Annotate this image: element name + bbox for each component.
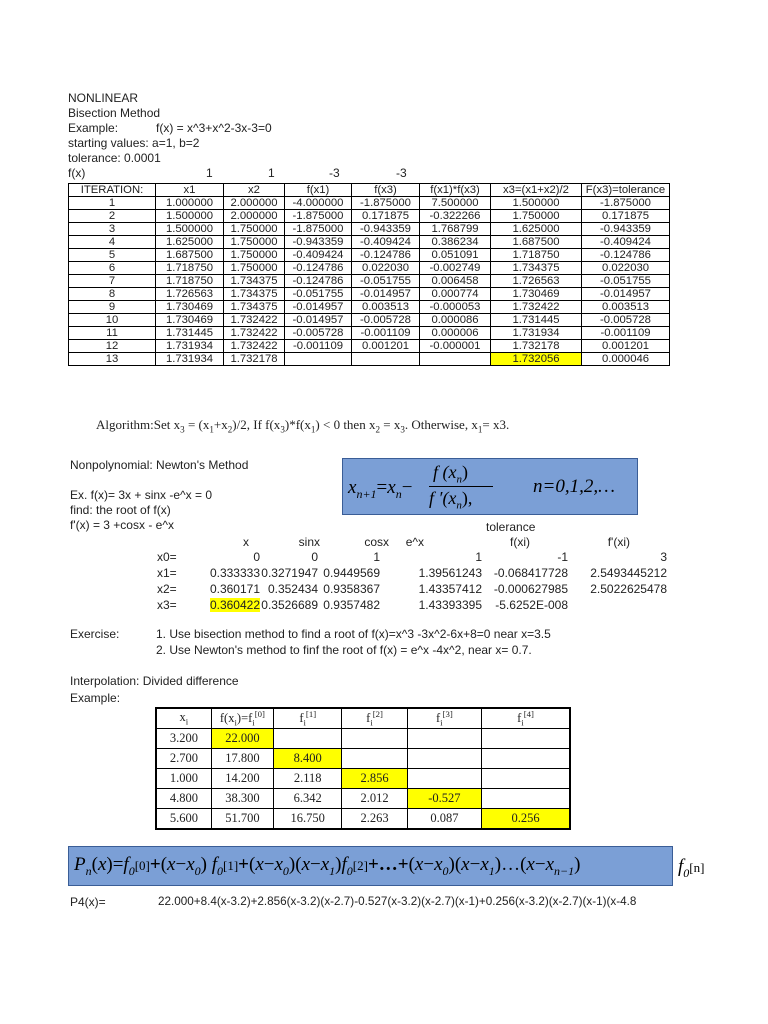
- table-cell: 1.732422: [224, 327, 285, 340]
- table-cell: 1.734375: [224, 301, 285, 314]
- heading-newton: Nonpolynomial: Newton's Method: [70, 458, 249, 472]
- table-cell: 1.750000: [224, 249, 285, 262]
- newton-cell: -0.000627985: [493, 582, 568, 596]
- newton-cell: 1.43393395: [418, 598, 482, 612]
- table-cell: -0.005728: [582, 314, 670, 327]
- newton-cell: 1: [475, 550, 482, 564]
- table-cell: 11: [69, 327, 156, 340]
- table-cell: 3: [69, 223, 156, 236]
- table-cell: 5.600: [156, 809, 211, 830]
- table-cell: 8.400: [274, 749, 342, 769]
- dd-header-f1: $f_i[1]$: [274, 708, 342, 729]
- table-cell: 0.000006: [420, 327, 491, 340]
- newton-cell: 3: [660, 550, 667, 564]
- newton-cell: 0: [253, 550, 260, 564]
- table-cell: [482, 769, 570, 789]
- table-cell: -4.000000: [285, 197, 352, 210]
- coef-label: f(x): [68, 166, 86, 180]
- table-cell: -0.527: [407, 789, 481, 809]
- table-cell: 1.731934: [491, 327, 582, 340]
- table-cell: [407, 749, 481, 769]
- exercise-item-1: 1. Use bisection method to find a root of f(x)=x^3 -3x^2-6x+8=0 near x=3.5: [156, 627, 551, 641]
- table-cell: f(x1)*f(x3): [420, 184, 491, 197]
- table-cell: 1.750000: [491, 210, 582, 223]
- bisection-header-row: [69, 184, 670, 197]
- table-cell: 5: [69, 249, 156, 262]
- newton-cell: 0.360422: [209, 598, 260, 612]
- table-cell: 1.000000: [156, 197, 224, 210]
- newton-row-label: x0=: [157, 550, 177, 564]
- table-cell: -1.875000: [352, 197, 420, 210]
- table-cell: 0.022030: [352, 262, 420, 275]
- table-cell: 8: [69, 288, 156, 301]
- table-cell: -0.124786: [352, 249, 420, 262]
- table-cell: -1.875000: [285, 210, 352, 223]
- table-cell: 9: [69, 301, 156, 314]
- table-cell: 1.625000: [491, 223, 582, 236]
- table-row: [156, 789, 570, 809]
- table-row: [69, 353, 670, 366]
- table-cell: 0.000774: [420, 288, 491, 301]
- newton-header: x: [243, 535, 249, 549]
- newton-row-label: x1=: [157, 566, 177, 580]
- table-cell: -0.051755: [582, 275, 670, 288]
- table-cell: -0.322266: [420, 210, 491, 223]
- table-cell: -1.875000: [285, 223, 352, 236]
- table-cell: [285, 353, 352, 366]
- table-row: [69, 197, 670, 210]
- newton-cell: 2.5022625478: [590, 582, 667, 596]
- table-row: [69, 223, 670, 236]
- table-row: [69, 288, 670, 301]
- newton-find: find: the root of f(x): [70, 503, 171, 517]
- table-cell: -0.943359: [352, 223, 420, 236]
- newton-row-label: x2=: [157, 582, 177, 596]
- newton-cell: -0.068417728: [493, 566, 568, 580]
- table-cell: -0.014957: [582, 288, 670, 301]
- newton-cell: 0.3526689: [261, 598, 318, 612]
- table-cell: [407, 769, 481, 789]
- table-cell: 1.732178: [491, 340, 582, 353]
- newton-formula-box: [342, 458, 638, 515]
- table-cell: 13: [69, 353, 156, 366]
- table-cell: [420, 353, 491, 366]
- table-cell: 2.118: [274, 769, 342, 789]
- table-cell: 0.022030: [582, 262, 670, 275]
- newton-cell: 0.9357482: [323, 598, 380, 612]
- table-cell: 51.700: [211, 809, 273, 830]
- dd-header-f4: $f_i[4]$: [482, 708, 570, 729]
- table-cell: 1.730469: [156, 314, 224, 327]
- table-cell: 2.000000: [224, 197, 285, 210]
- table-cell: -0.014957: [285, 314, 352, 327]
- table-cell: 1.718750: [156, 275, 224, 288]
- table-cell: 12: [69, 340, 156, 353]
- table-row: [69, 275, 670, 288]
- newton-header: e^x: [405, 535, 424, 549]
- coef-3: -3: [329, 166, 340, 180]
- newton-cell: 0.9358367: [323, 582, 380, 596]
- newton-header: sinx: [298, 535, 320, 549]
- table-cell: 0.171875: [352, 210, 420, 223]
- heading-nonlinear: NONLINEAR: [68, 91, 139, 105]
- table-cell: 3.200: [156, 729, 211, 749]
- table-cell: 1.500000: [156, 223, 224, 236]
- divided-difference-table: [155, 707, 571, 830]
- dd-header-f3: $f_i[3]$: [407, 708, 481, 729]
- table-cell: -0.409424: [582, 236, 670, 249]
- table-cell: -0.124786: [285, 262, 352, 275]
- table-cell: -0.014957: [285, 301, 352, 314]
- table-cell: -0.000001: [420, 340, 491, 353]
- table-cell: 1.726563: [491, 275, 582, 288]
- table-cell: -0.001109: [352, 327, 420, 340]
- newton-header: cosx: [364, 535, 389, 549]
- table-cell: 0.006458: [420, 275, 491, 288]
- table-row: [69, 340, 670, 353]
- example-label: Example:: [68, 121, 119, 135]
- newton-cell: 0.9449569: [323, 566, 380, 580]
- table-cell: 0.051091: [420, 249, 491, 262]
- table-row: [69, 301, 670, 314]
- starting-values: starting values: a=1, b=2: [68, 136, 200, 150]
- table-cell: 1.734375: [224, 275, 285, 288]
- newton-poly-tail: $f_0[n]$: [678, 856, 705, 880]
- newton-poly-formula-box: [68, 846, 673, 886]
- table-row: [156, 749, 570, 769]
- table-cell: 4.800: [156, 789, 211, 809]
- p4-expression: 22.000+8.4(x-3.2)+2.856(x-3.2)(x-2.7)-0.527(x-3.2)(x-2.7)(x-1)+0.256(x-3.2)(x-2.7)(x-1)(x-4.8: [158, 895, 637, 908]
- table-cell: 1.687500: [491, 236, 582, 249]
- fraction-bar: [429, 486, 493, 487]
- table-cell: x2: [224, 184, 285, 197]
- newton-cell: -5.6252E-008: [495, 598, 568, 612]
- table-row: [69, 249, 670, 262]
- table-cell: -0.051755: [285, 288, 352, 301]
- table-cell: 1.750000: [224, 236, 285, 249]
- newton-header: f'(xi): [607, 535, 630, 549]
- table-cell: 1.726563: [156, 288, 224, 301]
- table-cell: 0.001201: [352, 340, 420, 353]
- table-cell: 1.687500: [156, 249, 224, 262]
- table-cell: 1: [69, 197, 156, 210]
- table-cell: 2.000000: [224, 210, 285, 223]
- table-cell: 22.000: [211, 729, 273, 749]
- table-cell: 1.768799: [420, 223, 491, 236]
- table-cell: -0.051755: [352, 275, 420, 288]
- table-cell: 1.732178: [224, 353, 285, 366]
- table-row: [69, 262, 670, 275]
- newton-tolerance-label: tolerance: [486, 520, 536, 534]
- table-cell: -0.000053: [420, 301, 491, 314]
- table-cell: -0.124786: [582, 249, 670, 262]
- table-cell: -0.124786: [285, 275, 352, 288]
- dd-header-fxi: $f(x_i)=f_i[0]$: [211, 708, 273, 729]
- table-cell: 6: [69, 262, 156, 275]
- table-cell: 1.718750: [156, 262, 224, 275]
- table-cell: 0.000046: [582, 353, 670, 366]
- table-cell: 0.000086: [420, 314, 491, 327]
- heading-bisection: Bisection Method: [68, 106, 161, 120]
- dd-header-f2: $f_i[2]$: [342, 708, 407, 729]
- bisection-table: [68, 183, 670, 366]
- table-cell: [352, 353, 420, 366]
- table-cell: -0.014957: [352, 288, 420, 301]
- table-cell: -0.943359: [582, 223, 670, 236]
- table-cell: 1.731934: [156, 340, 224, 353]
- table-cell: [482, 729, 570, 749]
- table-cell: 1.734375: [224, 288, 285, 301]
- table-row: [69, 327, 670, 340]
- newton-numerator: f $(x_n)$: [433, 462, 468, 486]
- newton-range: n=0,1,2,…: [533, 476, 615, 497]
- table-cell: -0.001109: [582, 327, 670, 340]
- table-cell: 17.800: [211, 749, 273, 769]
- newton-cell: 0.352434: [267, 582, 318, 596]
- example-function: f(x) = x^3+x^2-3x-3=0: [156, 121, 272, 135]
- exercise-item-2: 2. Use Newton's method to finf the root of f(x) = e^x -4x^2, near x= 0.7.: [156, 643, 532, 657]
- table-cell: 14.200: [211, 769, 273, 789]
- table-cell: -0.005728: [352, 314, 420, 327]
- table-cell: [274, 729, 342, 749]
- newton-poly-formula: $P_n(x)=f_0[0]+(x-x_0)$ $f_0[1]+(x-x_0)(x-x_1)f_0[2]+\dots+(x-x_0)(x-x_1)\dots(x-x_{n-1})$: [74, 854, 581, 878]
- table-row: [156, 769, 570, 789]
- table-cell: 1.731445: [156, 327, 224, 340]
- table-cell: 1.732422: [491, 301, 582, 314]
- table-cell: 1.750000: [224, 223, 285, 236]
- table-cell: x1: [156, 184, 224, 197]
- newton-cell: 2.5493445212: [590, 566, 667, 580]
- table-cell: -0.002749: [420, 262, 491, 275]
- newton-cell: 1.43357412: [418, 582, 482, 596]
- newton-row-label: x3=: [157, 598, 177, 612]
- heading-interpolation: Interpolation: Divided difference: [70, 674, 239, 688]
- coef-2: 1: [268, 166, 275, 180]
- table-cell: 2.263: [342, 809, 407, 830]
- table-cell: -0.409424: [352, 236, 420, 249]
- table-cell: 1.000: [156, 769, 211, 789]
- table-cell: 0.256: [482, 809, 570, 830]
- table-cell: 0.386234: [420, 236, 491, 249]
- table-cell: 1.625000: [156, 236, 224, 249]
- table-cell: 1.734375: [491, 262, 582, 275]
- newton-formula: $x_{n+1}=x_n-$: [348, 477, 413, 501]
- table-cell: 1.731934: [156, 353, 224, 366]
- table-cell: f(x3): [352, 184, 420, 197]
- newton-derivative: f'(x) = 3 +cosx - e^x: [70, 518, 174, 532]
- dd-header-row: [156, 708, 570, 729]
- coef-4: -3: [396, 166, 407, 180]
- tolerance: tolerance: 0.0001: [68, 151, 161, 165]
- table-cell: -0.001109: [285, 340, 352, 353]
- table-cell: 1.718750: [491, 249, 582, 262]
- p4-label: P4(x)=: [70, 895, 106, 909]
- table-cell: 6.342: [274, 789, 342, 809]
- newton-cell: 1: [373, 550, 380, 564]
- table-cell: 16.750: [274, 809, 342, 830]
- coef-1: 1: [206, 166, 213, 180]
- table-cell: 4: [69, 236, 156, 249]
- newton-cell: 1.39561243: [418, 566, 482, 580]
- newton-cell: 0: [311, 550, 318, 564]
- table-cell: 0.003513: [352, 301, 420, 314]
- table-row: [69, 314, 670, 327]
- table-cell: 38.300: [211, 789, 273, 809]
- interpolation-example: Example:: [70, 691, 121, 705]
- newton-example: Ex. f(x)= 3x + sinx -e^x = 0: [70, 488, 213, 502]
- table-cell: 1.750000: [224, 262, 285, 275]
- table-cell: 2.700: [156, 749, 211, 769]
- table-row: [156, 729, 570, 749]
- newton-cell: 0.360171: [209, 582, 260, 596]
- newton-cell: -1: [557, 550, 568, 564]
- table-cell: 1.500000: [156, 210, 224, 223]
- table-cell: 1.732422: [224, 314, 285, 327]
- newton-denominator: f $'(x_n)$,: [429, 488, 473, 512]
- table-cell: ITERATION:: [69, 184, 156, 197]
- table-cell: f(x1): [285, 184, 352, 197]
- table-cell: x3=(x1+x2)/2: [491, 184, 582, 197]
- table-cell: [342, 749, 407, 769]
- table-cell: 7.500000: [420, 197, 491, 210]
- table-cell: [342, 729, 407, 749]
- table-cell: 0.171875: [582, 210, 670, 223]
- table-cell: 1.730469: [156, 301, 224, 314]
- table-cell: 0.003513: [582, 301, 670, 314]
- table-cell: F(x3)=tolerance: [582, 184, 670, 197]
- table-cell: 1.732056: [491, 353, 582, 366]
- dd-header-xi: $x_i$: [156, 708, 211, 729]
- table-cell: 1.500000: [491, 197, 582, 210]
- table-cell: 1.730469: [491, 288, 582, 301]
- table-cell: -0.943359: [285, 236, 352, 249]
- table-row: [69, 210, 670, 223]
- table-cell: 7: [69, 275, 156, 288]
- table-cell: [482, 789, 570, 809]
- newton-cell: 0.333333: [209, 566, 260, 580]
- table-cell: 2: [69, 210, 156, 223]
- newton-cell: 0.3271947: [261, 566, 318, 580]
- table-cell: 0.001201: [582, 340, 670, 353]
- table-cell: -0.409424: [285, 249, 352, 262]
- table-row: [69, 236, 670, 249]
- table-cell: -1.875000: [582, 197, 670, 210]
- table-cell: [482, 749, 570, 769]
- table-cell: 1.732422: [224, 340, 285, 353]
- table-cell: 2.856: [342, 769, 407, 789]
- table-row: [156, 809, 570, 830]
- newton-header: f(xi): [510, 535, 530, 549]
- table-cell: -0.005728: [285, 327, 352, 340]
- algorithm-text: Algorithm:Set $x_3 = (x_1+x_2)/2$, If $f(x_3)*f(x_1) < 0$ then $x_2 = x_3$. Otherwise, $x_1= x3$.: [96, 417, 510, 435]
- table-cell: [407, 729, 481, 749]
- table-cell: 10: [69, 314, 156, 327]
- table-cell: 1.731445: [491, 314, 582, 327]
- table-cell: 2.012: [342, 789, 407, 809]
- table-cell: 0.087: [407, 809, 481, 830]
- exercise-label: Exercise:: [70, 627, 120, 641]
